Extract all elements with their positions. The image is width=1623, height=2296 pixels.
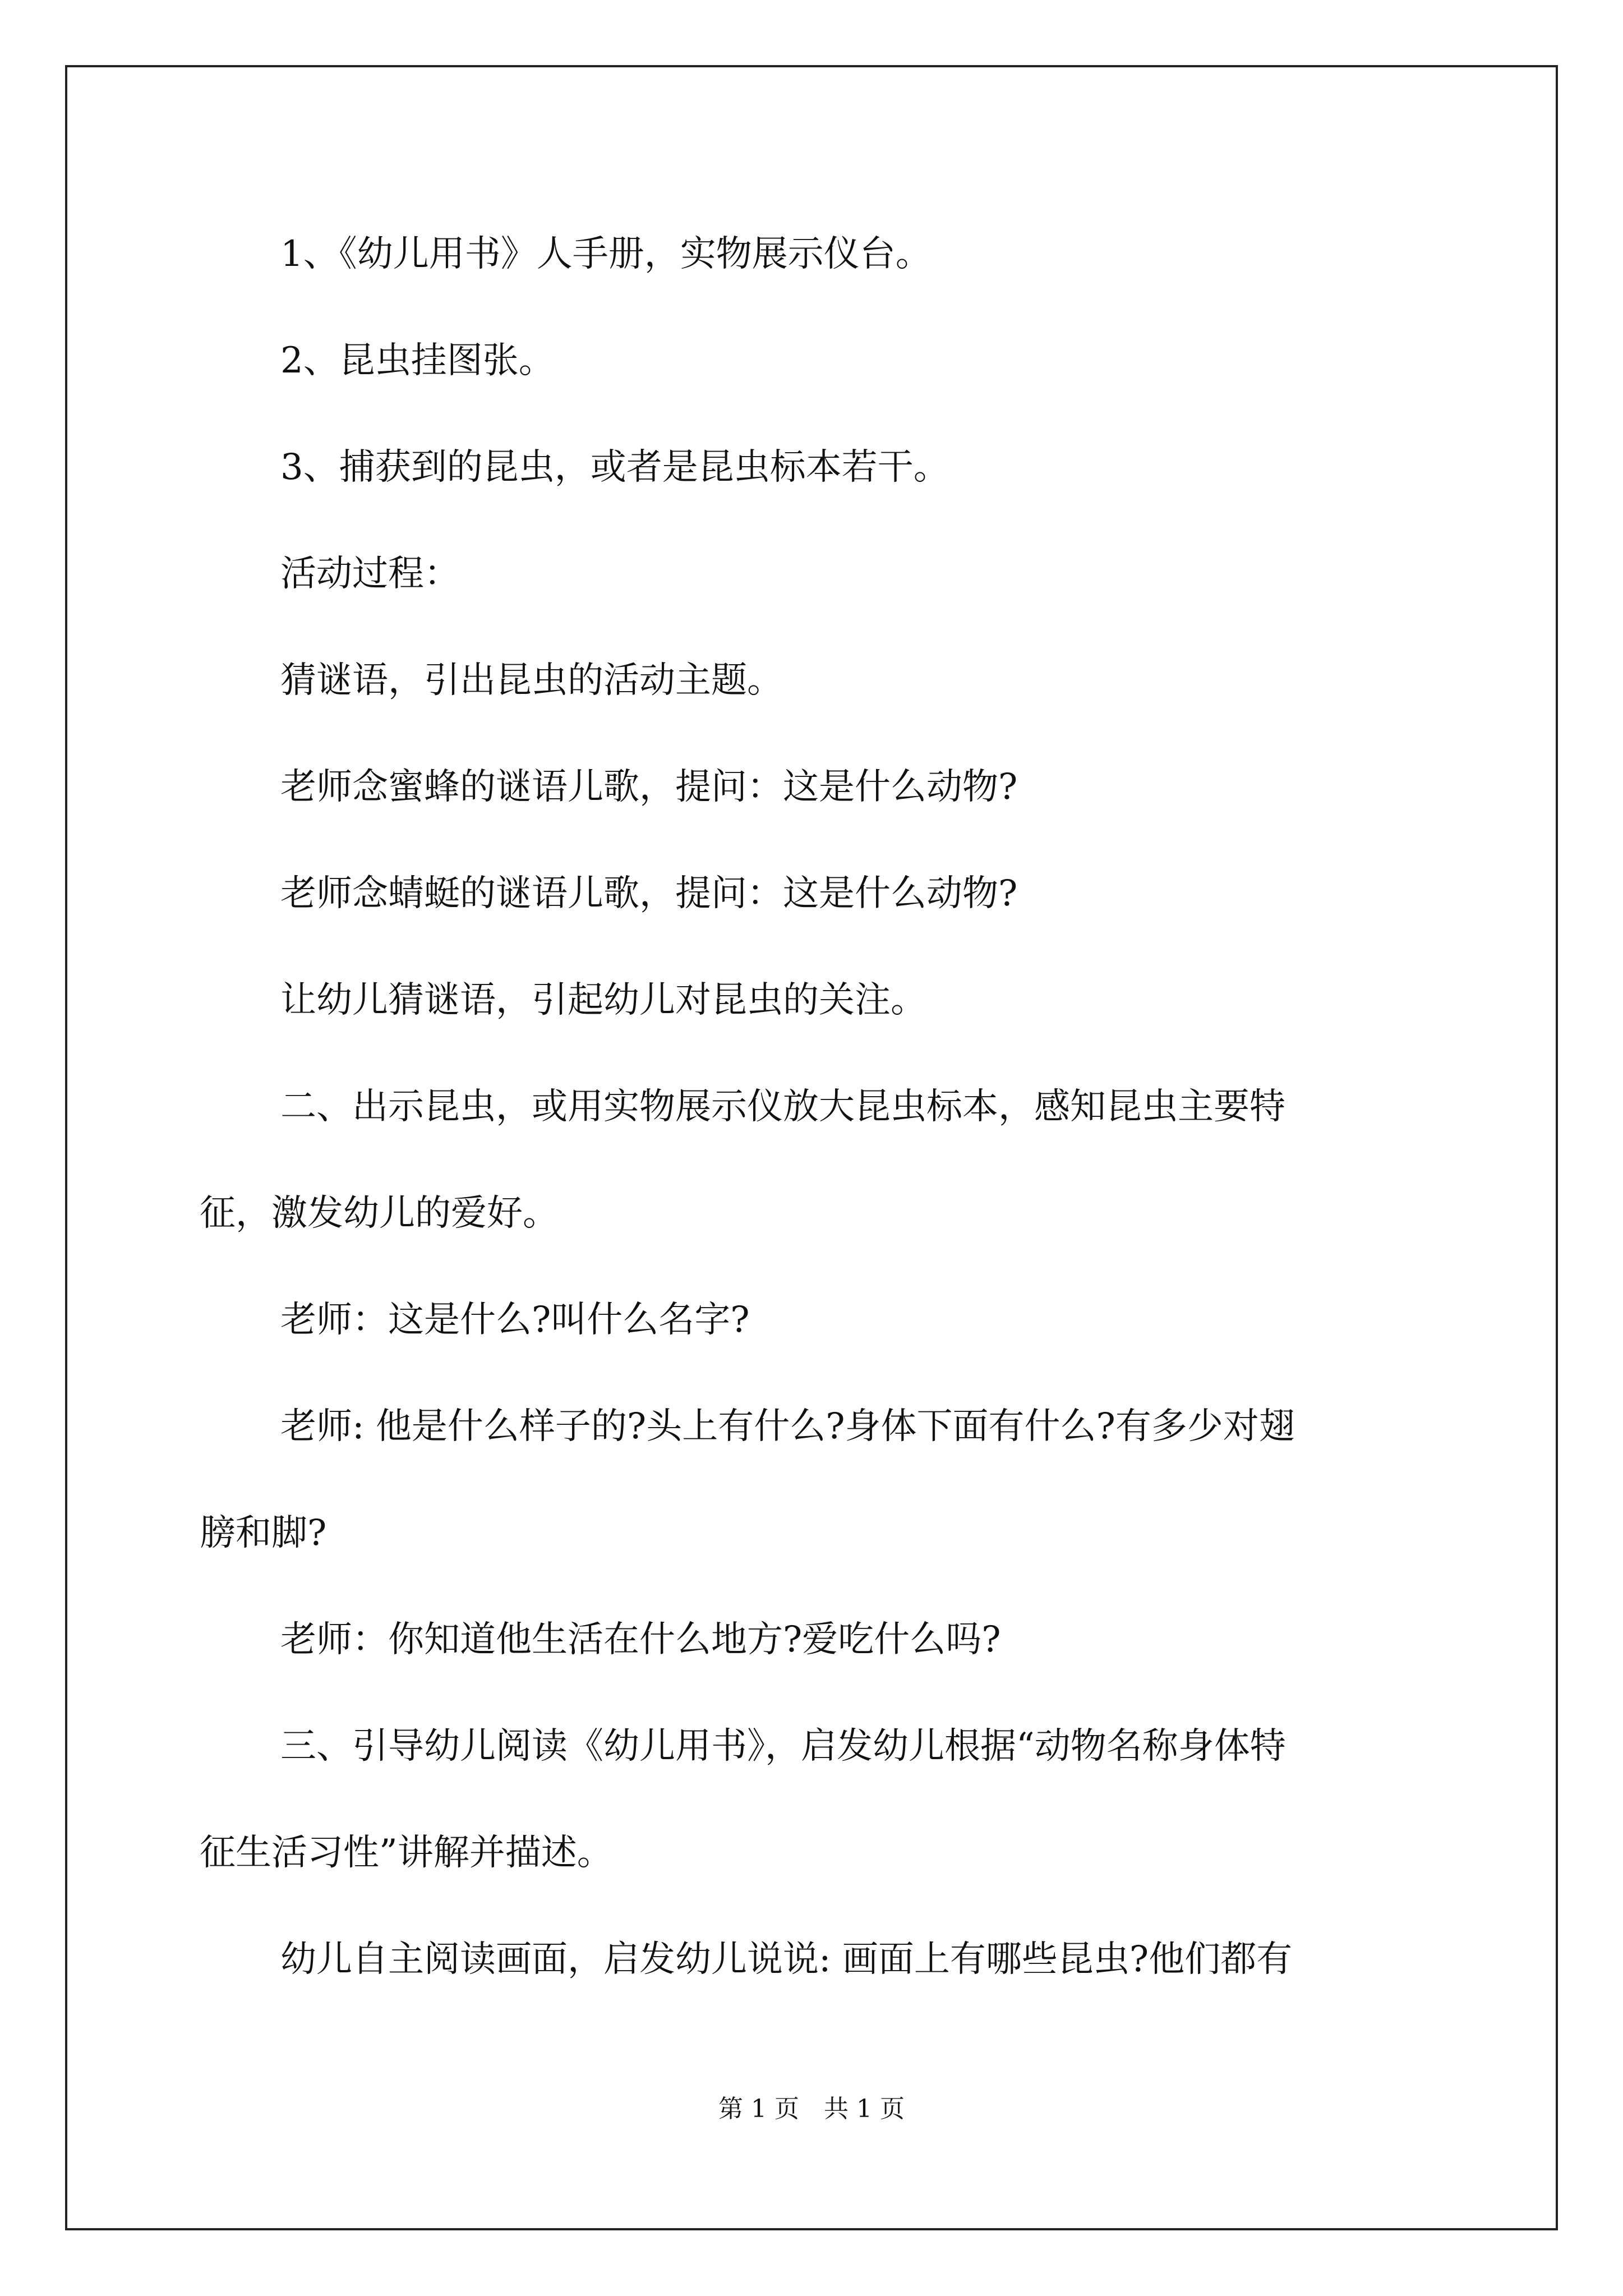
paragraph-11-line-2: 膀和脚? (200, 1512, 327, 1554)
paragraph-10: 老师：这是什么?叫什么名字? (280, 1299, 750, 1341)
paragraph-7: 老师念蜻蜓的谜语儿歌，提问：这是什么动物? (280, 873, 1018, 914)
paragraph-3: 3、捕获到的昆虫，或者是昆虫标本若干。 (280, 447, 949, 488)
paragraph-9-line-1: 二、出示昆虫，或用实物展示仪放大昆虫标本，感知昆虫主要特 (280, 1086, 1285, 1128)
paragraph-6: 老师念蜜蜂的谜语儿歌，提问：这是什么动物? (280, 766, 1018, 808)
paragraph-8: 让幼儿猜谜语，引起幼儿对昆虫的关注。 (280, 979, 926, 1021)
paragraph-1: 1、《幼儿用书》人手册，实物展示仪台。 (280, 233, 932, 275)
paragraph-14: 幼儿自主阅读画面，启发幼儿说说: 画面上有哪些昆虫?他们都有 (280, 1939, 1293, 1980)
paragraph-5: 猜谜语，引出昆虫的活动主题。 (280, 660, 783, 701)
paragraph-9-line-2: 征，激发幼儿的爱好。 (200, 1193, 559, 1234)
paragraph-13-line-2: 征生活习性”讲解并描述。 (200, 1832, 613, 1874)
paragraph-2: 2、昆虫挂图张。 (280, 340, 555, 381)
paragraph-11-line-1: 老师: 他是什么样子的?头上有什么?身体下面有什么?有多少对翅 (280, 1406, 1295, 1447)
paragraph-13-line-1: 三、引导幼儿阅读《幼儿用书》，启发幼儿根据“动物名称身体特 (280, 1726, 1286, 1767)
paragraph-12: 老师：你知道他生活在什么地方?爱吃什么吗? (280, 1619, 1001, 1660)
paragraph-4: 活动过程： (280, 553, 460, 595)
page-number-footer: 第 1 页 共 1 页 (718, 2095, 905, 2123)
